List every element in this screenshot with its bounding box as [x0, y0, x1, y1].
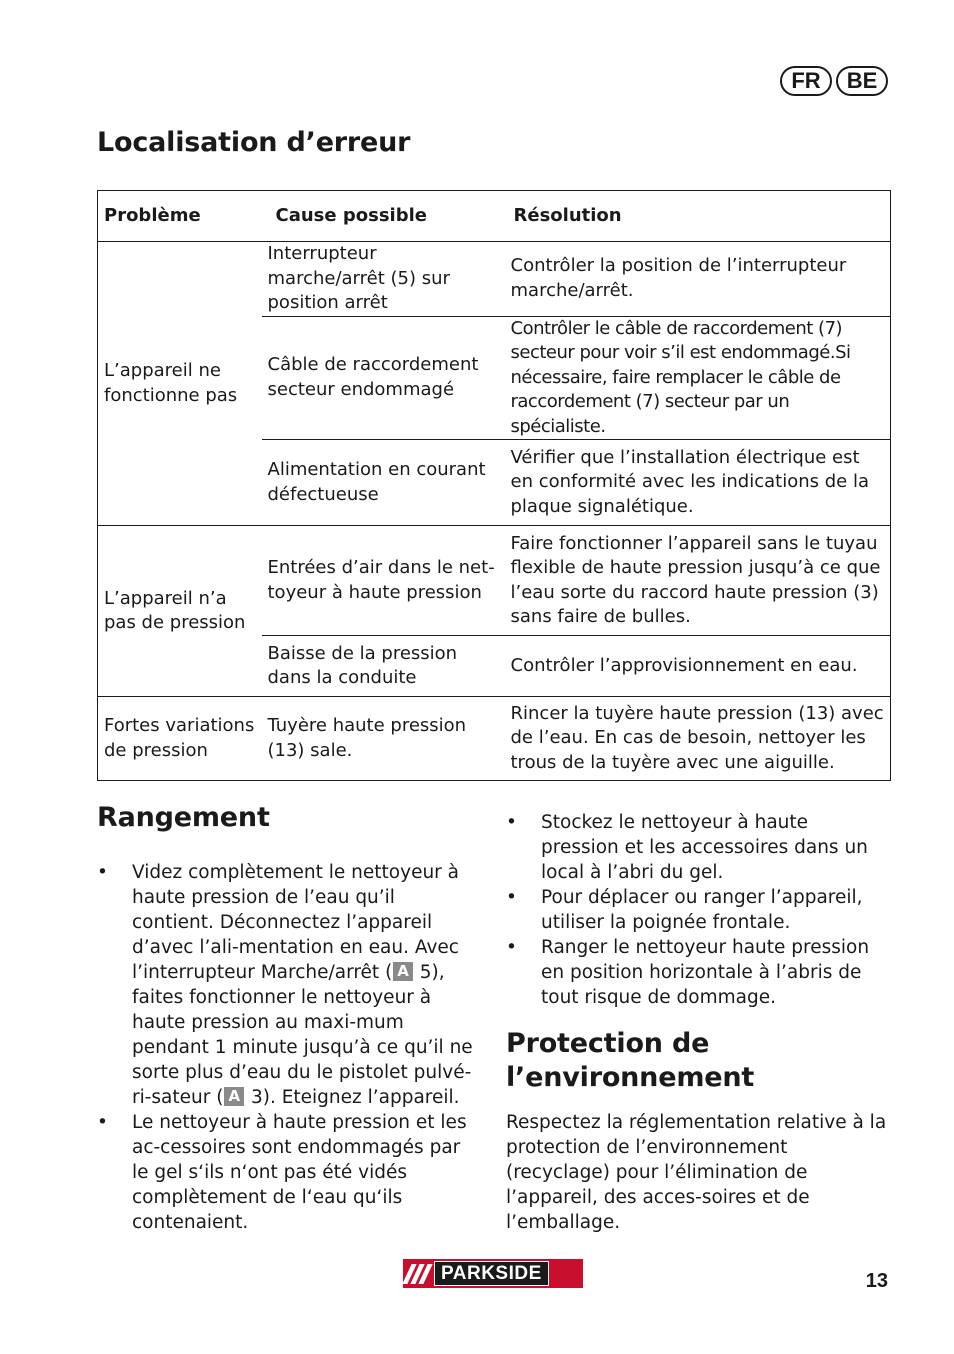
storage-column-left: [97, 860, 482, 1235]
figure-ref-badge: A: [393, 962, 413, 981]
resolution-cell: Contrôler le câble de raccordement (7) secteur pour voir s’il est endommagé.Si nécessaire, faire remplacer le câble de raccordement (7) secteur par un spécialiste.: [505, 316, 891, 440]
lang-badge-fr: FR: [780, 66, 832, 96]
cause-cell: Baisse de la pression dans la conduite: [262, 636, 505, 697]
lang-badge-be: BE: [836, 66, 888, 96]
resolution-cell: Contrôler l’approvisionnement en eau.: [505, 636, 891, 697]
list-item: • Stockez le nettoyeur à haute pression et les accessoires dans un local à l’abri du gel.: [506, 810, 890, 885]
logo-wordmark: PARKSIDE: [434, 1261, 549, 1286]
list-item: [97, 860, 482, 1110]
list-item: • Pour déplacer ou ranger l’appareil, utiliser la poignée frontale.: [506, 885, 890, 935]
table-row: [98, 526, 891, 636]
logo-stripes-icon: [407, 1264, 428, 1284]
language-badges: [780, 66, 888, 96]
cause-cell: Entrées d’air dans le net-toyeur à haute pression: [262, 526, 505, 636]
problem-cell: L’appareil n’a pas de pression: [98, 526, 262, 697]
list-item: • Le nettoyeur à haute pression et les ac-cessoires sont endommagés par le gel s‘ils n‘ont pas été vidés complètement de l‘eau qu‘ils contenaient.: [97, 1110, 482, 1235]
cause-cell: Câble de raccordement secteur endommagé: [262, 316, 505, 440]
storage-column-right: [506, 810, 890, 1010]
environment-title: Protection de l’environnement: [506, 1028, 755, 1093]
table-row: [98, 242, 891, 317]
resolution-cell: Faire fonctionner l’appareil sans le tuyau flexible de haute pression jusqu’à ce que l’eau sorte du raccord haute pression (3) sans faire de bulles.: [505, 526, 891, 636]
header-problem: Problème: [104, 204, 201, 226]
header-resolution: Résolution: [513, 204, 622, 226]
header-cause: Cause possible: [275, 204, 427, 226]
storage-b1-part1: Videz complètement le nettoyeur à haute pression de l’eau qu’il contient. Déconnectez l’appareil d’avec l’ali-mentation en eau. Avec l’interrupteur Marche/arrêt (: [132, 862, 459, 983]
figure-ref-badge: A: [224, 1087, 244, 1106]
cause-cell: Alimentation en courant défectueuse: [262, 440, 505, 526]
storage-title: Rangement: [97, 802, 270, 833]
page-number: 13: [865, 1270, 888, 1292]
problem-cell: L’appareil ne fonctionne pas: [98, 242, 262, 526]
resolution-cell: Contrôler la position de l’interrupteur marche/arrêt.: [505, 242, 891, 317]
list-item: • Ranger le nettoyeur haute pression en position horizontale à l’abris de tout risque de dommage.: [506, 935, 890, 1010]
table-row: [98, 697, 891, 781]
problem-cell: Fortes variations de pression: [104, 715, 255, 761]
cause-cell: Tuyère haute pression (13) sale.: [267, 715, 467, 761]
storage-b1-part2: 5), faites fonctionner le nettoyeur à haute pression au maxi-mum pendant 1 minute jusqu’à ce qu’il ne sorte plus d’eau du le pistolet pulvé-ri-sateur (: [132, 962, 473, 1108]
environment-text: Respectez la réglementation relative à la protection de l’environnement (recyclage) pour l’élimination de l’appareil, des acces-soires et de l’emballage.: [506, 1112, 887, 1233]
parkside-logo: [403, 1259, 583, 1288]
troubleshooting-title: Localisation d’erreur: [97, 127, 411, 158]
cause-cell: Interrupteur marche/arrêt (5) sur position arrêt: [262, 242, 505, 317]
table-header-row: [98, 191, 891, 242]
storage-b1-part3: 3). Eteignez l’appareil.: [245, 1087, 460, 1108]
resolution-cell: Vérifier que l’installation électrique est en conformité avec les indications de la plaque signalétique.: [505, 440, 891, 526]
resolution-cell: Rincer la tuyère haute pression (13) avec de l’eau. En cas de besoin, nettoyer les trous de la tuyère avec une aiguille.: [510, 702, 884, 773]
troubleshooting-table: [97, 190, 891, 781]
